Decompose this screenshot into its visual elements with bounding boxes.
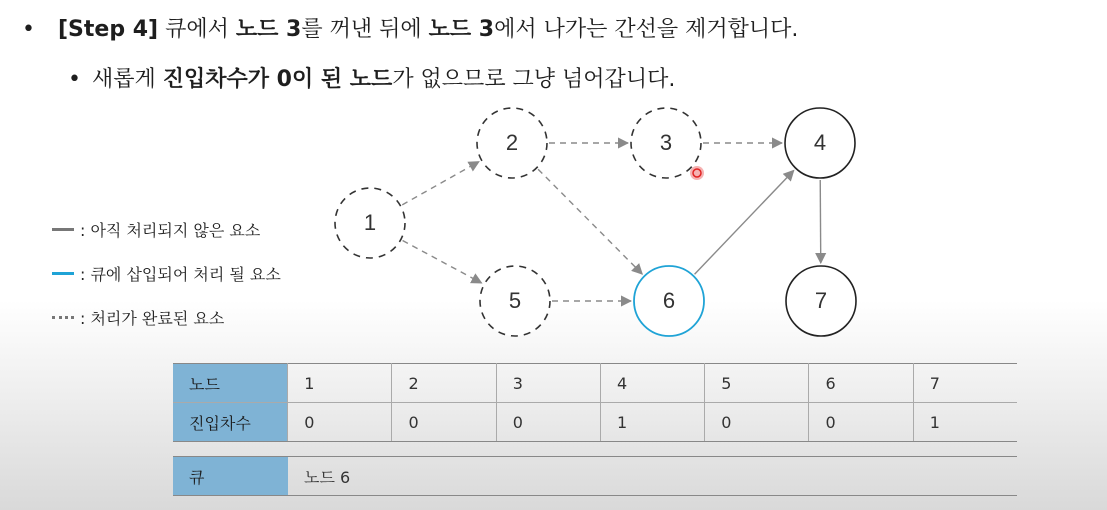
graph-node-2 [477, 108, 547, 178]
queue-table [173, 456, 1017, 496]
node-label: 2 [505, 130, 519, 155]
graph-node-3 [631, 108, 701, 178]
heading-text: 에서 나가는 간선을 제거합니다. [494, 17, 799, 42]
node-cell: 5 [705, 364, 809, 403]
heading-text: 가 없으므로 그냥 넘어갑니다. [392, 67, 676, 92]
queue-header: 큐 [173, 457, 288, 496]
node-row [173, 364, 1017, 403]
graph-node-7 [786, 266, 856, 336]
legend-label: : 처리가 완료된 요소 [80, 309, 225, 328]
edge-2-6 [538, 169, 642, 274]
heading-text: 새롭게 [92, 67, 163, 92]
heading-text: 큐에서 [158, 17, 236, 42]
legend-label: : 아직 처리되지 않은 요소 [80, 221, 261, 240]
edge-4-7 [820, 180, 821, 263]
queue-row [173, 457, 1017, 496]
nodes-layer [335, 108, 856, 336]
bullet-icon: • [22, 17, 35, 42]
node-cell: 1 [288, 364, 392, 403]
dotted-line-icon [52, 316, 74, 319]
degree-cell: 0 [392, 403, 496, 442]
edges-layer [402, 143, 821, 301]
node-ref: 노드 3 [428, 17, 495, 42]
heading-emphasis: 진입차수가 0이 된 노드 [162, 67, 393, 92]
graph-node-4 [785, 108, 855, 178]
node-cell: 7 [913, 364, 1017, 403]
mouse-pointer-icon [690, 166, 704, 180]
node-row-header: 노드 [173, 364, 288, 403]
degree-cell: 0 [288, 403, 392, 442]
node-label: 1 [363, 210, 377, 235]
graph-node-1 [335, 188, 405, 258]
degree-cell: 1 [913, 403, 1017, 442]
node-cell: 3 [496, 364, 600, 403]
node-cell: 4 [600, 364, 704, 403]
node-label: 4 [813, 130, 827, 155]
blue-line-icon [52, 272, 74, 275]
legend-item-done [52, 306, 224, 329]
solid-line-icon [52, 228, 74, 231]
node-label: 7 [814, 288, 828, 313]
degree-cell: 1 [600, 403, 704, 442]
graph-node-6 [634, 266, 704, 336]
node-label: 6 [662, 288, 676, 313]
queue-content: 노드 6 [288, 457, 1017, 496]
degree-cell: 0 [809, 403, 913, 442]
node-ref: 노드 3 [235, 17, 302, 42]
indegree-table [173, 363, 1017, 442]
graph-node-5 [480, 266, 550, 336]
heading-text: 를 꺼낸 뒤에 [301, 17, 429, 42]
node-cell: 6 [809, 364, 913, 403]
legend-label: : 큐에 삽입되어 처리 될 요소 [80, 265, 281, 284]
bullet-icon: • [68, 67, 81, 92]
degree-row-header: 진입차수 [173, 403, 288, 442]
node-label: 5 [508, 288, 522, 313]
degree-row [173, 403, 1017, 442]
edge-1-2 [402, 162, 479, 205]
degree-cell: 0 [496, 403, 600, 442]
degree-cell: 0 [705, 403, 809, 442]
edge-6-4 [695, 170, 794, 274]
legend-item-queued [52, 262, 281, 285]
node-label: 3 [659, 130, 673, 155]
edge-1-5 [403, 241, 482, 283]
step-label: [Step 4] [58, 17, 159, 42]
legend-item-unprocessed [52, 218, 260, 241]
node-cell: 2 [392, 364, 496, 403]
